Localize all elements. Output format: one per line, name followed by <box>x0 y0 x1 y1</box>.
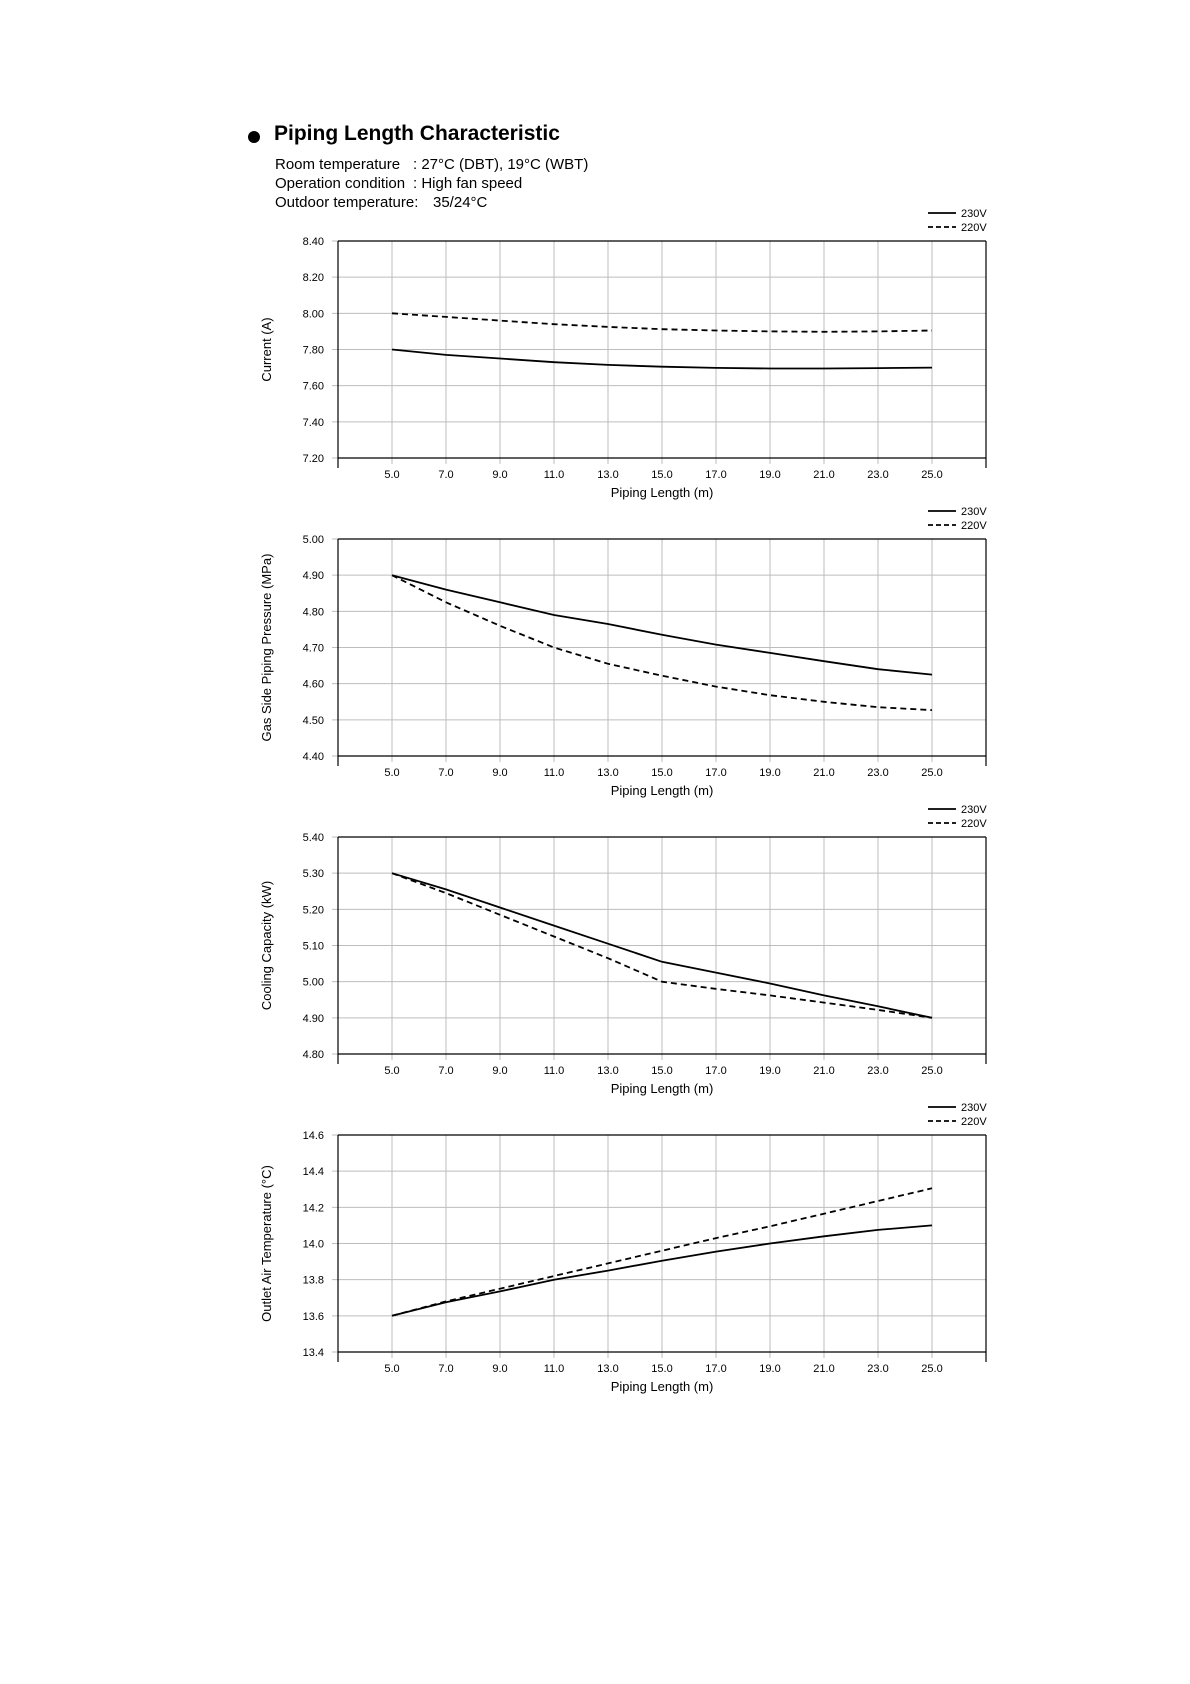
x-tick-label: 25.0 <box>921 1363 943 1375</box>
y-tick-label: 13.8 <box>302 1274 324 1287</box>
x-tick-label: 13.0 <box>597 1065 619 1077</box>
x-tick-label: 11.0 <box>543 469 565 481</box>
y-tick-label: 8.40 <box>302 236 324 248</box>
legend-label: 230V <box>961 1102 987 1114</box>
legend-label: 230V <box>961 804 987 816</box>
x-tick-label: 5.0 <box>384 1363 400 1375</box>
x-axis-label: Piping Length (m) <box>610 783 714 798</box>
y-axis-label: Gas Side Piping Pressure (MPa) <box>259 553 274 742</box>
legend-label: 220V <box>961 1116 987 1128</box>
y-tick-label: 5.20 <box>302 904 324 917</box>
condition-label: Operation condition <box>275 175 406 192</box>
x-tick-label: 15.0 <box>651 767 673 779</box>
y-tick-label: 4.80 <box>302 1049 324 1061</box>
x-tick-label: 21.0 <box>813 1065 835 1077</box>
x-tick-label: 9.0 <box>492 469 508 481</box>
x-tick-label: 23.0 <box>867 469 889 481</box>
y-tick-label: 7.60 <box>302 380 324 393</box>
y-tick-label: 5.00 <box>302 534 324 546</box>
y-tick-label: 5.00 <box>302 976 324 989</box>
y-tick-label: 4.80 <box>302 606 324 619</box>
y-tick-label: 8.00 <box>302 308 324 321</box>
x-tick-label: 17.0 <box>705 767 727 779</box>
x-tick-label: 11.0 <box>543 1363 565 1375</box>
x-tick-label: 5.0 <box>384 469 400 481</box>
y-tick-label: 14.2 <box>302 1202 324 1215</box>
y-tick-label: 14.0 <box>302 1238 324 1251</box>
condition-value: 35/24°C <box>433 194 488 211</box>
x-tick-label: 17.0 <box>705 1363 727 1375</box>
x-tick-label: 19.0 <box>759 767 781 779</box>
legend-label: 230V <box>961 506 987 518</box>
chart-3 <box>259 804 987 1096</box>
x-tick-label: 15.0 <box>651 1065 673 1077</box>
condition-value: : High fan speed <box>413 175 523 192</box>
x-tick-label: 25.0 <box>921 469 943 481</box>
y-tick-label: 5.10 <box>302 940 324 953</box>
x-tick-label: 23.0 <box>867 1363 889 1375</box>
x-tick-label: 9.0 <box>492 767 508 779</box>
x-tick-label: 21.0 <box>813 767 835 779</box>
x-tick-label: 21.0 <box>813 1363 835 1375</box>
y-tick-label: 13.4 <box>302 1347 324 1359</box>
x-tick-label: 9.0 <box>492 1363 508 1375</box>
chart-2 <box>259 506 987 798</box>
x-tick-label: 23.0 <box>867 767 889 779</box>
y-tick-label: 7.40 <box>302 416 324 429</box>
y-tick-label: 5.30 <box>302 868 324 881</box>
y-tick-label: 5.40 <box>302 832 324 844</box>
x-tick-label: 23.0 <box>867 1065 889 1077</box>
x-tick-label: 19.0 <box>759 1363 781 1375</box>
x-tick-label: 13.0 <box>597 469 619 481</box>
x-tick-label: 7.0 <box>438 469 454 481</box>
y-tick-label: 4.40 <box>302 751 324 763</box>
x-tick-label: 11.0 <box>543 767 565 779</box>
y-tick-label: 14.4 <box>302 1166 324 1179</box>
x-tick-label: 5.0 <box>384 1065 400 1077</box>
x-tick-label: 25.0 <box>921 1065 943 1077</box>
x-tick-label: 21.0 <box>813 469 835 481</box>
x-tick-label: 17.0 <box>705 469 727 481</box>
y-tick-label: 14.6 <box>302 1130 324 1142</box>
x-tick-label: 15.0 <box>651 469 673 481</box>
condition-label: Room temperature <box>275 156 401 173</box>
legend-label: 220V <box>961 520 987 532</box>
x-axis-label: Piping Length (m) <box>610 1081 714 1096</box>
condition-label: Outdoor temperature: <box>275 194 419 211</box>
y-tick-label: 4.90 <box>302 570 324 583</box>
y-axis-label: Outlet Air Temperature (°C) <box>259 1165 274 1322</box>
legend-label: 220V <box>961 818 987 830</box>
condition-value: : 27°C (DBT), 19°C (WBT) <box>413 156 589 173</box>
y-axis-label: Current (A) <box>259 317 274 382</box>
x-tick-label: 5.0 <box>384 767 400 779</box>
x-tick-label: 13.0 <box>597 767 619 779</box>
chart-1 <box>259 208 987 500</box>
y-axis-label: Cooling Capacity (kW) <box>259 880 274 1011</box>
y-tick-label: 4.90 <box>302 1012 324 1025</box>
x-tick-label: 25.0 <box>921 767 943 779</box>
x-tick-label: 11.0 <box>543 1065 565 1077</box>
legend-label: 220V <box>961 222 987 234</box>
page-title: Piping Length Characteristic <box>274 122 560 145</box>
y-tick-label: 7.80 <box>302 344 324 357</box>
x-tick-label: 9.0 <box>492 1065 508 1077</box>
x-tick-label: 15.0 <box>651 1363 673 1375</box>
x-tick-label: 7.0 <box>438 1363 454 1375</box>
x-tick-label: 17.0 <box>705 1065 727 1077</box>
x-axis-label: Piping Length (m) <box>610 485 714 500</box>
y-tick-label: 13.6 <box>302 1310 324 1323</box>
x-tick-label: 13.0 <box>597 1363 619 1375</box>
chart-4 <box>259 1102 987 1394</box>
y-tick-label: 4.50 <box>302 714 324 727</box>
x-tick-label: 7.0 <box>438 1065 454 1077</box>
x-axis-label: Piping Length (m) <box>610 1379 714 1394</box>
y-tick-label: 7.20 <box>302 453 324 465</box>
y-tick-label: 4.60 <box>302 678 324 691</box>
x-tick-label: 19.0 <box>759 469 781 481</box>
x-tick-label: 7.0 <box>438 767 454 779</box>
y-tick-label: 8.20 <box>302 272 324 285</box>
y-tick-label: 4.70 <box>302 642 324 655</box>
legend-label: 230V <box>961 208 987 220</box>
x-tick-label: 19.0 <box>759 1065 781 1077</box>
